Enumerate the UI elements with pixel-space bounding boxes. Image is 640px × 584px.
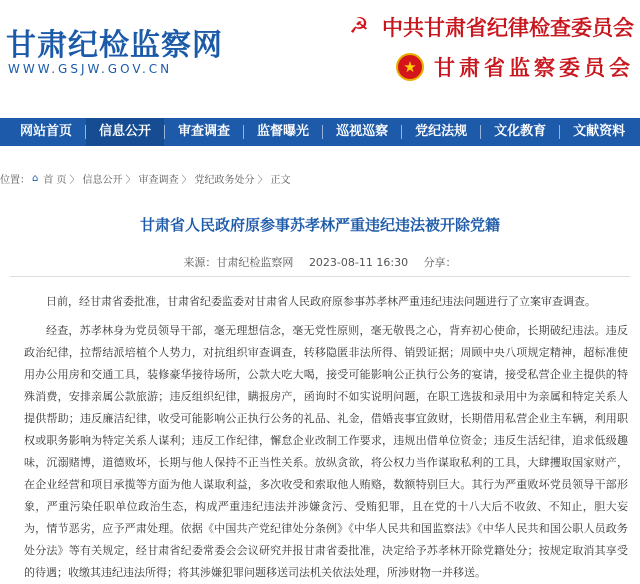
party-commission-banner xyxy=(346,12,634,42)
nav-item-regulations[interactable]: 党纪法规 xyxy=(415,124,468,139)
nav-item-investigation[interactable]: 审查调查 xyxy=(178,124,231,139)
nav-item-inspection[interactable]: 巡视巡察 xyxy=(336,124,389,139)
site-header xyxy=(0,0,640,118)
national-emblem-icon: ★ xyxy=(396,53,424,81)
breadcrumb-separator: 〉 xyxy=(69,175,80,186)
site-title[interactable]: 甘肃纪检监察网 xyxy=(6,28,223,63)
breadcrumb-item-info[interactable]: 信息公开 xyxy=(82,175,123,186)
breadcrumb-item-current: 正文 xyxy=(270,175,291,186)
article-paragraph: 经查，苏孝林身为党员领导干部，毫无理想信念，毫无党性原则，毫无敬畏之心，背弃初心使命，长期破纪违法。违反政治纪律，拉帮结派培植个人势力，对抗组织审查调查，转移隐匿非法所得、销毁证据；周顾中央八项规定精神，超标准使用办公用房和交通工具，装修豪华接待场所，公款大吃大喝，接受可能影响公正执行公务的宴请，接受私营企业主提供的特殊消费，安排亲属公款旅游；违反组织纪律，瞒报房产，函询时不如实说明问题，在职工选拔和录用中为亲属和特定关系人提供帮助；违反廉洁纪律，收受可能影响公正执行公务的礼品、礼金，借婚丧事宜敛财，长期借用私营企业主车辆，利用职权或职务影响为特定关系人谋利；违反工作纪律，懈怠企业改制工作要求，违规出借单位资金；违反生活纪律，追求低级趣味，沉溺赌博，道德败坏，长期与他人保持不正当性关系。放纵贪欲，将公权力当作谋取私利的工具，大肆攫取国家财产，在企业经营和项目承揽等方面为他人谋取利益，多次收受和索取他人贿赂，数额特别巨大。其行为严重败坏党员领导干部形象，严重污染任职单位政治生态，构成严重违纪违法并涉嫌贪污、受贿犯罪，且在党的十八大后不收敛、不知止，胆大妄为，情节恶劣，应予严肃处理。依据《中国共产党纪律处分条例》《中华人民共和国监察法》《中华人民共和国公职人员政务处分法》等有关规定，经甘肃省纪委常委会会议研究并报甘肃省委批准，决定给予苏孝林开除党籍处分；按规定取消其享受的待遇；收缴其违纪违法所得；将其涉嫌犯罪问题移送司法机关依法处理，所涉财物一并移送。 xyxy=(24,324,628,579)
article-paragraph: 日前，经甘肃省委批准，甘肃省纪委监委对甘肃省人民政府原参事苏孝林严重违纪违法问题进行了立案审查调查。 xyxy=(46,295,596,308)
breadcrumb-separator: 〉 xyxy=(125,175,136,186)
nav-item-documents[interactable]: 文献资料 xyxy=(573,124,626,139)
breadcrumb-item-sanctions[interactable]: 党纪政务处分 xyxy=(194,175,255,186)
breadcrumb-prefix: 位置： xyxy=(0,175,30,186)
article-date: 2023-08-11 16:30 xyxy=(308,256,409,269)
meta-divider xyxy=(10,276,630,277)
article-title: 甘肃省人民政府原参事苏孝林严重违纪违法被开除党籍 xyxy=(139,216,500,234)
home-icon: ⌂ xyxy=(32,173,39,184)
nav-item-info-disclosure[interactable]: 信息公开 xyxy=(86,118,164,146)
breadcrumb-separator: 〉 xyxy=(257,175,268,186)
site-url[interactable]: WWW.GSJW.GOV.CN xyxy=(8,62,173,76)
article-source: 来源：甘肃纪检监察网 xyxy=(183,256,294,269)
breadcrumb xyxy=(0,171,294,186)
breadcrumb-item-home[interactable]: 首 页 xyxy=(43,175,67,186)
main-nav xyxy=(0,118,640,146)
share-label[interactable]: 分享： xyxy=(423,256,457,269)
article-meta xyxy=(0,254,640,270)
supervisory-commission-name: 甘肃省监察委员会 xyxy=(434,56,634,80)
nav-item-home[interactable]: 网站首页 xyxy=(20,124,73,139)
party-commission-name: 中共甘肃省纪律检查委员会 xyxy=(382,16,634,40)
nav-item-supervision-exposure[interactable]: 监督曝光 xyxy=(257,124,310,139)
supervisory-commission-banner xyxy=(396,52,634,82)
nav-item-culture-education[interactable]: 文化教育 xyxy=(494,124,547,139)
party-emblem-icon: ☭ xyxy=(346,14,372,40)
breadcrumb-separator: 〉 xyxy=(181,175,192,186)
breadcrumb-item-investigation[interactable]: 审查调查 xyxy=(138,175,179,186)
